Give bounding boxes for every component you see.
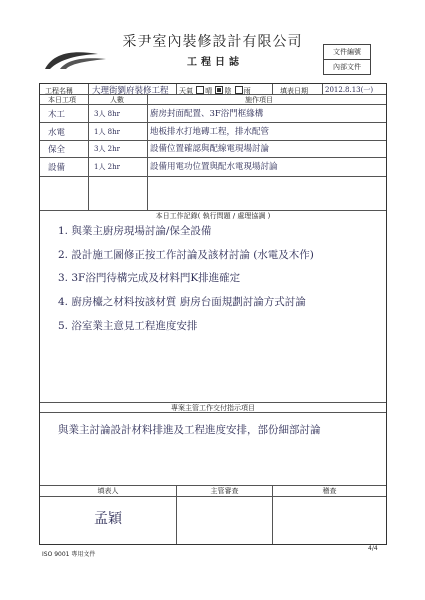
company-name: 采尹室內裝修設計有限公司 — [122, 34, 303, 50]
work-row-desc: 設備用電功位置與配水電現場討論 — [150, 162, 278, 172]
weather-sunny-checkbox[interactable] — [196, 86, 204, 94]
weather-cloudy-checkbox[interactable] — [215, 86, 223, 94]
project-name-label: 工程名稱 — [45, 87, 73, 95]
weather-option-sunny: 晴 — [205, 87, 213, 95]
weather-option-cloudy: 陰 — [224, 87, 232, 95]
task-description-header: 施作項目 — [245, 96, 273, 104]
project-name-value: 大理街劉府裝修工程 — [92, 86, 169, 96]
weather-group — [179, 86, 251, 96]
work-row-desc: 地板排水打地磚工程，排水配管 — [150, 127, 270, 137]
work-row-count: 3人 2hr — [94, 145, 120, 153]
record-item: 1. 與業主廚房現場討論/保全設備 — [58, 225, 212, 237]
company-logo — [40, 49, 112, 73]
internal-document-label: 內部文件 — [324, 59, 370, 74]
record-item: 4. 廚房檯之材料按該材質 廚房台面規劃討論方式討論 — [58, 296, 306, 308]
iso-footer: ISO 9001 專用文件 — [42, 551, 96, 558]
audit-label: 稽查 — [322, 487, 337, 495]
work-row-item: 水電 — [48, 128, 66, 138]
log-form — [39, 83, 387, 545]
record-item: 2. 設計施工圖修正按工作討論及該材討論 (水電及木作) — [58, 249, 314, 261]
record-item: 3. 3F浴門待構完成及材料門K排進確定 — [58, 272, 241, 284]
work-row-desc: 廚房封面配置、3F浴門框緣構 — [150, 109, 264, 119]
work-row-desc: 設備位置確認與配線電現場討論 — [150, 144, 270, 154]
weather-option-rain: 雨 — [243, 87, 251, 95]
work-row-item: 設備 — [48, 163, 66, 173]
supervisor-instructions-text: 與業主討論設計材料排進及工程進度安排，部份細部討論 — [58, 424, 321, 436]
work-row-item: 木工 — [48, 110, 66, 120]
document-number-label: 文件編號 — [333, 48, 361, 56]
work-row-count: 1人 2hr — [94, 163, 120, 171]
fill-date-value: 2012.8.13(一) — [325, 86, 374, 94]
work-item-header: 本日工項 — [48, 96, 76, 104]
weather-label: 天氣 — [179, 87, 193, 95]
daily-records-title: 本日工作記錄( 執行問題 / 處理協調 ) — [155, 212, 271, 220]
weather-rain-checkbox[interactable] — [235, 86, 243, 94]
work-row-count: 3人 8hr — [94, 110, 120, 118]
headcount-header: 人數 — [110, 96, 124, 104]
fill-date-label: 填表日期 — [280, 87, 308, 95]
document-meta-box — [323, 44, 371, 75]
document-title: 工程日誌 — [187, 57, 243, 68]
supervisor-review-label: 主管審查 — [210, 487, 239, 495]
filler-label: 填表人 — [97, 487, 119, 495]
supervisor-instructions-title: 專案主管工作交付指示項目 — [171, 404, 255, 412]
record-item: 5. 浴室業主意見工程進度安排 — [58, 320, 198, 332]
filler-signature: 孟穎 — [94, 511, 122, 527]
work-row-item: 保全 — [48, 145, 66, 155]
page-number: 4/4 — [368, 545, 378, 552]
work-row-count: 1人 8hr — [94, 128, 120, 136]
